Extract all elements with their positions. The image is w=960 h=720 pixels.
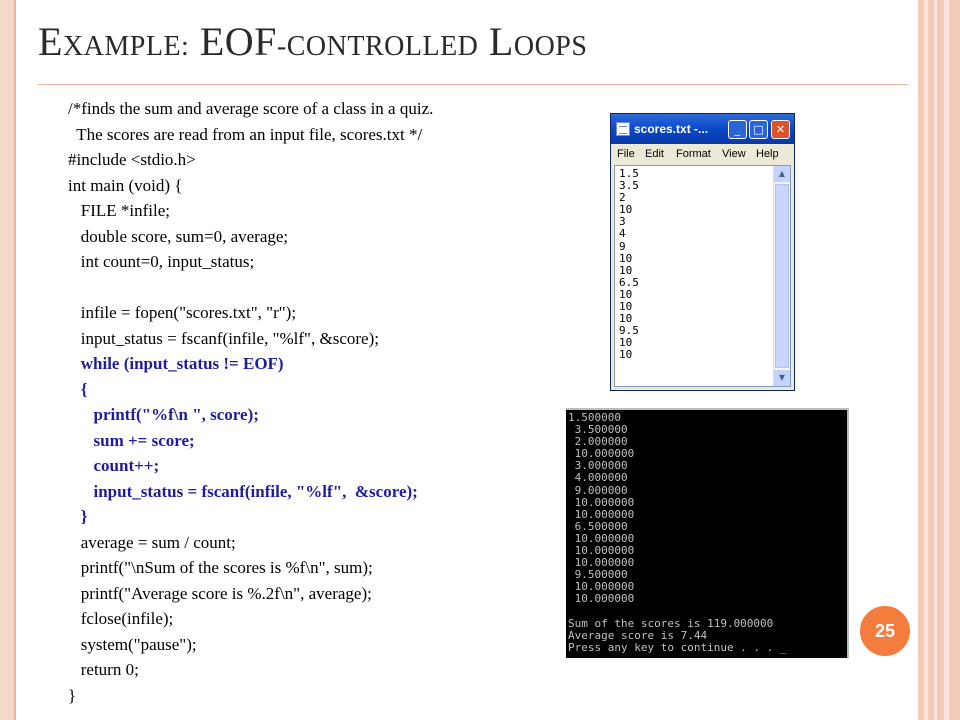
console-line: 10.000000 [568, 544, 635, 558]
code-line: double score, sum=0, average; [68, 226, 289, 246]
console-line: Average score is 7.44 [568, 628, 708, 642]
code-line: sum += score; [68, 430, 195, 450]
menu-item-help[interactable]: Help [756, 148, 779, 160]
code-line: while (input_status != EOF) [68, 354, 284, 373]
notepad-line: 10 [619, 251, 633, 265]
notepad-content [619, 168, 639, 362]
console-line: 4.000000 [568, 471, 628, 485]
code-line: /*finds the sum and average score of a class in a quiz. [68, 99, 434, 118]
title-part: E [38, 19, 63, 64]
console-line: 10.000000 [568, 580, 635, 594]
scroll-down-icon[interactable]: ▼ [774, 370, 790, 386]
notepad-menubar [611, 144, 794, 164]
console-line: Press any key to continue . . . _ [568, 640, 787, 654]
code-line: } [68, 507, 88, 526]
code-line: printf("\nSum of the scores is %f\n", sum); [68, 558, 373, 577]
notepad-icon [616, 122, 630, 136]
notepad-line: 10 [619, 263, 633, 277]
code-line: fclose(infile); [68, 609, 174, 628]
scroll-thumb[interactable] [775, 184, 789, 368]
code-line: printf("%f\n ", score); [68, 405, 259, 424]
notepad-line: 10 [619, 287, 633, 301]
title-part: EOF [199, 19, 277, 64]
notepad-line: 10 [619, 348, 633, 362]
code-line: infile = fopen("scores.txt", "r"); [68, 303, 297, 322]
code-line: The scores are read from an input file, scores.txt */ [68, 124, 423, 144]
code-line: return 0; [68, 660, 139, 679]
console-line: 10.000000 [568, 507, 635, 521]
notepad-line: 2 [619, 191, 626, 205]
notepad-window [610, 113, 795, 391]
notepad-titlebar[interactable] [611, 114, 794, 144]
notepad-line: 10 [619, 312, 633, 326]
notepad-line: 10 [619, 336, 633, 350]
notepad-line: 10 [619, 300, 633, 314]
vertical-scrollbar[interactable] [773, 166, 790, 386]
notepad-line: 9 [619, 239, 626, 253]
code-line: { [68, 379, 88, 399]
page-number-badge: 25 [858, 604, 912, 658]
right-frame-bar [918, 0, 960, 720]
title-part: XAMPLE: [62, 31, 190, 62]
console-line: 3.000000 [568, 459, 628, 473]
console-line: 6.500000 [568, 519, 628, 533]
scroll-up-icon[interactable]: ▲ [774, 166, 790, 182]
notepad-line: 4 [619, 227, 626, 241]
menu-item-view[interactable]: View [722, 148, 746, 160]
menu-item-file[interactable]: File [617, 148, 635, 160]
console-line: 10.000000 [568, 531, 635, 545]
left-frame-bar [0, 0, 14, 720]
menu-item-edit[interactable]: Edit [645, 148, 664, 160]
code-line: input_status = fscanf(infile, "%lf", &score); [68, 328, 379, 348]
title-part: OOPS [513, 31, 588, 62]
console-line: 10.000000 [568, 495, 635, 509]
title-part: -CONTROLLED [276, 31, 479, 62]
title-part: L [488, 19, 514, 64]
console-line: 9.500000 [568, 568, 628, 582]
console-line: 10.000000 [568, 592, 635, 606]
code-line: int main (void) { [68, 175, 183, 195]
notepad-title: scores.txt -... [634, 122, 709, 136]
code-line [68, 275, 433, 301]
console-line: 9.000000 [568, 483, 628, 497]
code-line: system("pause"); [68, 634, 197, 654]
code-line: FILE *infile; [68, 201, 170, 220]
notepad-text-area[interactable] [614, 165, 791, 387]
code-line: #include <stdio.h> [68, 150, 196, 169]
slide-title [38, 18, 587, 65]
notepad-line: 9.5 [619, 324, 639, 338]
console-line: 2.000000 [568, 435, 628, 449]
menu-item-format[interactable]: Format [676, 148, 711, 160]
console-line: 3.500000 [568, 423, 628, 437]
code-line: printf("Average score is %.2f\n", average); [68, 583, 372, 603]
notepad-line: 3 [619, 215, 626, 229]
code-line: average = sum / count; [68, 532, 236, 552]
console-line: 1.500000 [568, 411, 621, 424]
maximize-button[interactable]: □ [749, 120, 768, 139]
code-line: count++; [68, 456, 160, 475]
console-window [566, 408, 849, 658]
left-frame-line [14, 0, 16, 720]
console-line: 10.000000 [568, 447, 635, 461]
minimize-button[interactable]: _ [728, 120, 747, 139]
console-line: 10.000000 [568, 556, 635, 570]
notepad-line: 3.5 [619, 179, 639, 193]
console-output [568, 412, 787, 654]
code-listing [68, 96, 433, 708]
notepad-line: 10 [619, 203, 633, 217]
code-line: int count=0, input_status; [68, 252, 255, 271]
console-line [568, 606, 787, 618]
notepad-line: 6.5 [619, 275, 639, 289]
notepad-line: 1.5 [619, 167, 639, 180]
close-button[interactable]: ✕ [771, 120, 790, 139]
title-divider [38, 84, 908, 85]
console-line: Sum of the scores is 119.000000 [568, 616, 774, 630]
code-line: input_status = fscanf(infile, "%lf", &score); [68, 481, 418, 501]
code-line: } [68, 685, 77, 705]
